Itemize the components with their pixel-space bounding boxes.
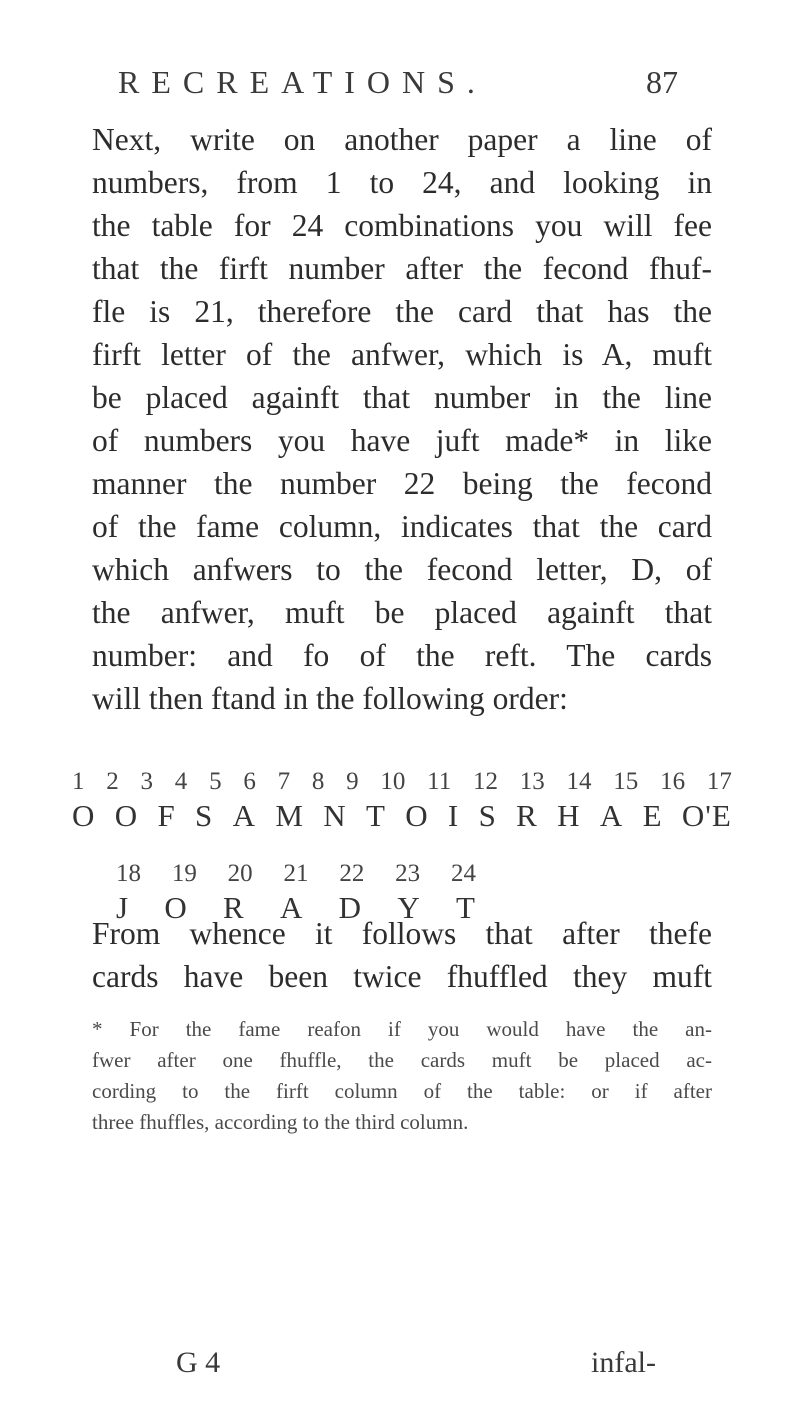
position-number: 12 [473,768,498,795]
footnote-line: * For the fame reafon if you would have the an- [92,1017,712,1041]
position-number: 18 [116,860,141,887]
position-number: 24 [450,860,476,887]
position-number: 3 [140,768,154,795]
text-line: that the firft number after the fecond fhuf- [92,251,712,286]
card-letter: A [599,798,624,833]
card-letter: N [323,798,347,833]
paragraph-2 [92,912,712,998]
card-letter: T [456,890,476,925]
card-letter: H [557,798,581,833]
position-number: 7 [277,768,291,795]
card-letter: O [164,890,188,925]
position-numbers-row-2 [116,860,476,888]
position-number: 22 [339,860,365,887]
signature-mark: G 4 [176,1346,221,1379]
position-number: 11 [427,768,452,795]
card-letter: S [478,798,497,833]
text-line: be placed againft that number in the line [92,380,712,415]
page-header [118,64,678,114]
footnote-line: fwer after one fhuffle, the cards muft be placed ac- [92,1048,712,1072]
page-footer [176,1346,656,1386]
position-number: 8 [311,768,325,795]
card-letter: O [72,798,96,833]
card-letter: Y [397,890,421,925]
running-title: RECREATIONS. [118,64,487,100]
text-line: the table for 24 combinations you will fee [92,208,712,243]
position-number: 6 [243,768,256,795]
text-line: Next, write on another paper a line of [92,122,712,157]
text-line: of numbers you have juft made* in like [92,423,712,458]
text-line: From whence it follows that after thefe [92,916,712,951]
footnote-line: cording to the firft column of the table: or if after [92,1079,712,1103]
position-number: 17 [706,768,732,795]
text-line: cards have been twice fhuffled they muft [92,959,712,994]
paragraph-1 [92,118,712,720]
card-letter: I [447,798,460,833]
text-line: fle is 21, therefore the card that has the [92,294,712,329]
card-letter: A [280,890,304,925]
position-number: 20 [227,860,253,887]
position-number: 9 [346,768,359,795]
footnote [92,1014,712,1138]
text-line: of the fame column, indicates that the card [92,509,712,544]
position-number: 10 [380,768,406,795]
text-line: manner the number 22 being the fecond [92,466,712,501]
card-letter: D [338,890,363,925]
position-number: 21 [283,860,309,887]
card-letter: F [157,798,176,833]
text-line: which anfwers to the fecond letter, D, of [92,552,712,587]
position-number: 14 [566,768,592,795]
text-line: the anfwer, muft be placed againft that [92,595,712,630]
card-letters-row-1 [72,798,732,836]
position-numbers-row-1 [72,768,732,796]
card-letter: M [275,798,304,833]
card-letter: A [232,798,256,833]
card-letter: O'E [681,798,732,833]
text-line: firft letter of the anfwer, which is A, muft [92,337,712,372]
position-number: 4 [174,768,188,795]
page-number: 87 [646,64,678,100]
card-letter: E [642,798,663,833]
catchword: infal- [591,1346,656,1379]
card-letter: S [195,798,214,833]
text-line: number: and fo of the reft. The cards [92,638,712,673]
position-number: 19 [171,860,197,887]
position-number: 5 [209,768,222,795]
card-letter: J [116,890,130,925]
card-letter: T [365,798,386,833]
position-number: 16 [660,768,686,795]
card-order-table [72,768,732,928]
card-letter: O [405,798,429,833]
card-letter: R [516,798,538,833]
text-line: numbers, from 1 to 24, and looking in [92,165,712,200]
position-number: 15 [613,768,639,795]
position-number: 13 [519,768,545,795]
card-letter: O [114,798,139,833]
text-line: will then ftand in the following order: [92,681,568,716]
footnote-line: three fhuffles, according to the third column. [92,1110,469,1134]
position-number: 23 [395,860,421,887]
position-number: 2 [106,768,119,795]
position-number: 1 [72,768,85,795]
card-letter: R [223,890,245,925]
